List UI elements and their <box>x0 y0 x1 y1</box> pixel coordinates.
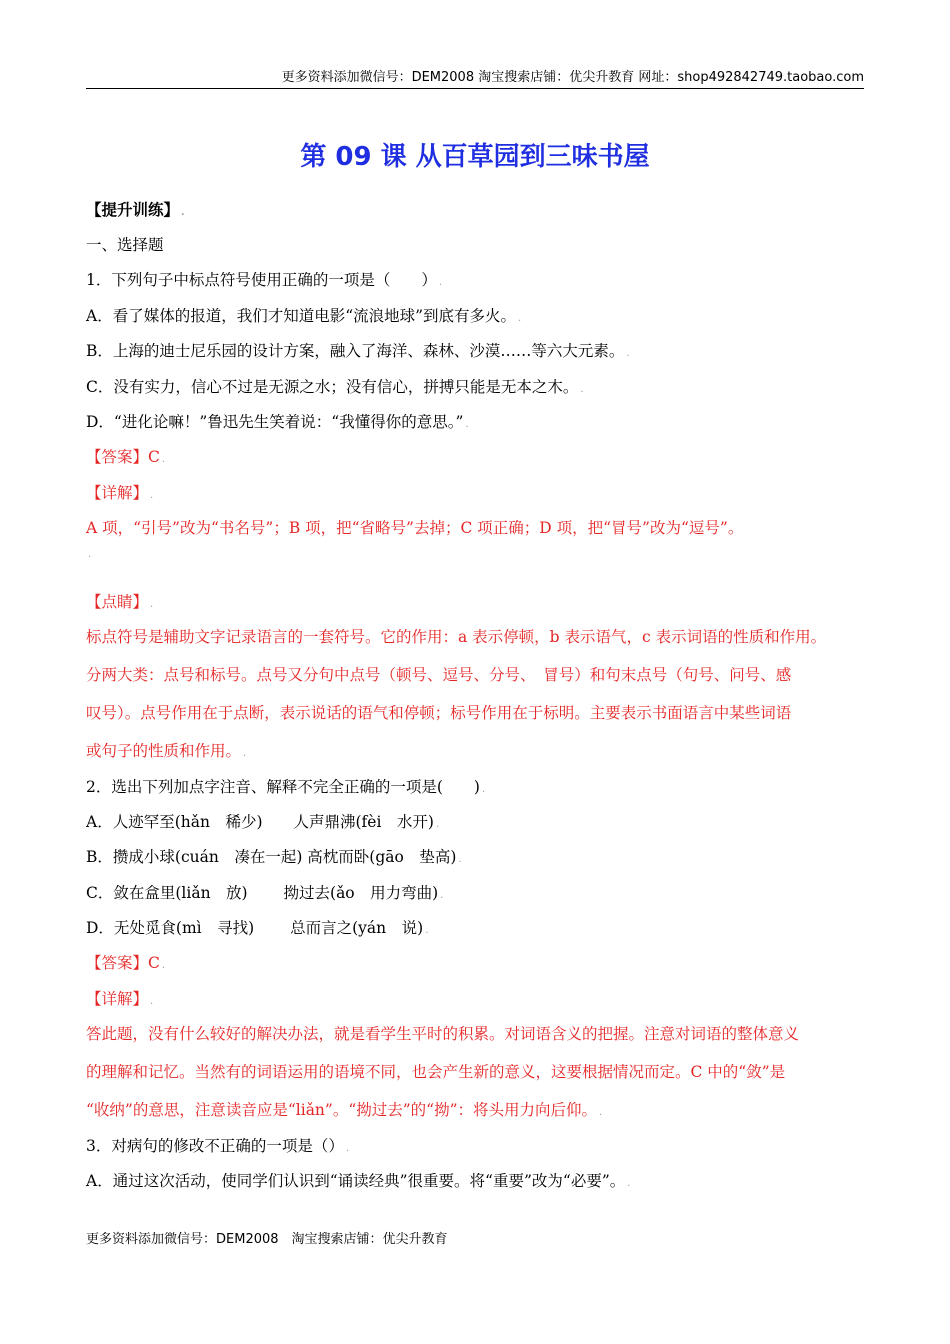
section-label: 【提升训练】 . <box>86 200 185 219</box>
page-title: 第 09 课 从百草园到三味书屋 <box>300 142 650 172</box>
q1-stem: 1．下列句子中标点符号使用正确的一项是（ ） . <box>86 271 443 289</box>
q2-detail-line: “收纳”的意思，注意读音应是“liǎn”。“拗过去”的“拗”：将头用力向后仰。 . <box>86 1101 603 1119</box>
q1-tip-label: 【点睛】 . <box>86 593 154 611</box>
q2-option-c: C．敛在盒里(liǎn 放) 拗过去(ǎo 用力弯曲) . <box>86 884 444 902</box>
q1-tip-line: 标点符号是辅助文字记录语言的一套符号。它的作用：a 表示停顿，b 表示语气，c 表示词语的性质和作用。 <box>86 628 827 646</box>
q2-detail-line: 的理解和记忆。当然有的词语运用的语境不同，也会产生新的意义，这要根据情况而定。C 中的“敛”是 <box>86 1063 786 1081</box>
paragraph-mark: . <box>88 549 92 560</box>
page-footer: 更多资料添加微信号：DEM2008 淘宝搜索店铺：优尖升教育 <box>86 1232 448 1247</box>
q2-answer: 【答案】C . <box>86 954 166 972</box>
q2-option-d: D．无处觅食(mì 寻找) 总而言之(yán 说) . <box>86 919 429 937</box>
q1-answer: 【答案】C . <box>86 448 166 466</box>
page-header: 更多资料添加微信号：DEM2008 淘宝搜索店铺：优尖升教育 网址：shop492842749.taobao.com <box>281 70 864 85</box>
q1-option-b: B．上海的迪士尼乐园的设计方案，融入了海洋、森林、沙漠……等六大元素。 . <box>86 342 630 360</box>
q1-detail: A 项，“引号”改为“书名号”；B 项，把“省略号”去掉；C 项正确；D 项，把“冒号”改为“逗号”。 <box>86 519 744 537</box>
q2-stem: 2．选出下列加点字注音、解释不完全正确的一项是( ) . <box>86 778 486 796</box>
q1-option-c: C．没有实力，信心不过是无源之水；没有信心，拼搏只能是无本之木。 . <box>86 378 584 396</box>
q2-detail-line: 答此题，没有什么较好的解决办法，就是看学生平时的积累。对词语含义的把握。注意对词语的整体意义 <box>86 1025 800 1043</box>
q1-tip-line: 叹号）。点号作用在于点断，表示说话的语气和停顿；标号作用在于标明。主要表示书面语言中某些词语 <box>86 704 792 722</box>
q1-detail-label: 【详解】 . <box>86 484 154 502</box>
q1-tip-line: 分两大类：点号和标号。点号又分句中点号（顿号、逗号、分号、 冒号）和句末点号（句号、问号、感 <box>86 666 792 684</box>
q3-stem: 3．对病句的修改不正确的一项是（） . <box>86 1137 350 1155</box>
q2-detail-label: 【详解】 . <box>86 990 154 1008</box>
part-heading: 一、选择题 <box>86 236 164 254</box>
q2-option-b: B．攒成小球(cuán 凑在一起) 高枕而卧(gāo 垫高) . <box>86 848 462 866</box>
q1-option-a: A．看了媒体的报道，我们才知道电影“流浪地球”到底有多火。 . <box>86 307 522 325</box>
header-rule <box>86 88 864 89</box>
q1-tip-line: 或句子的性质和作用。 . <box>86 742 247 760</box>
q2-option-a: A．人迹罕至(hǎn 稀少) 人声鼎沸(fèi 水开) . <box>86 813 440 831</box>
q3-option-a: A．通过这次活动，使同学们认识到“诵读经典”很重要。将“重要”改为“必要”。 . <box>86 1172 631 1190</box>
q1-option-d: D．“进化论嘛！”鲁迅先生笑着说：“我懂得你的意思。” . <box>86 413 469 431</box>
